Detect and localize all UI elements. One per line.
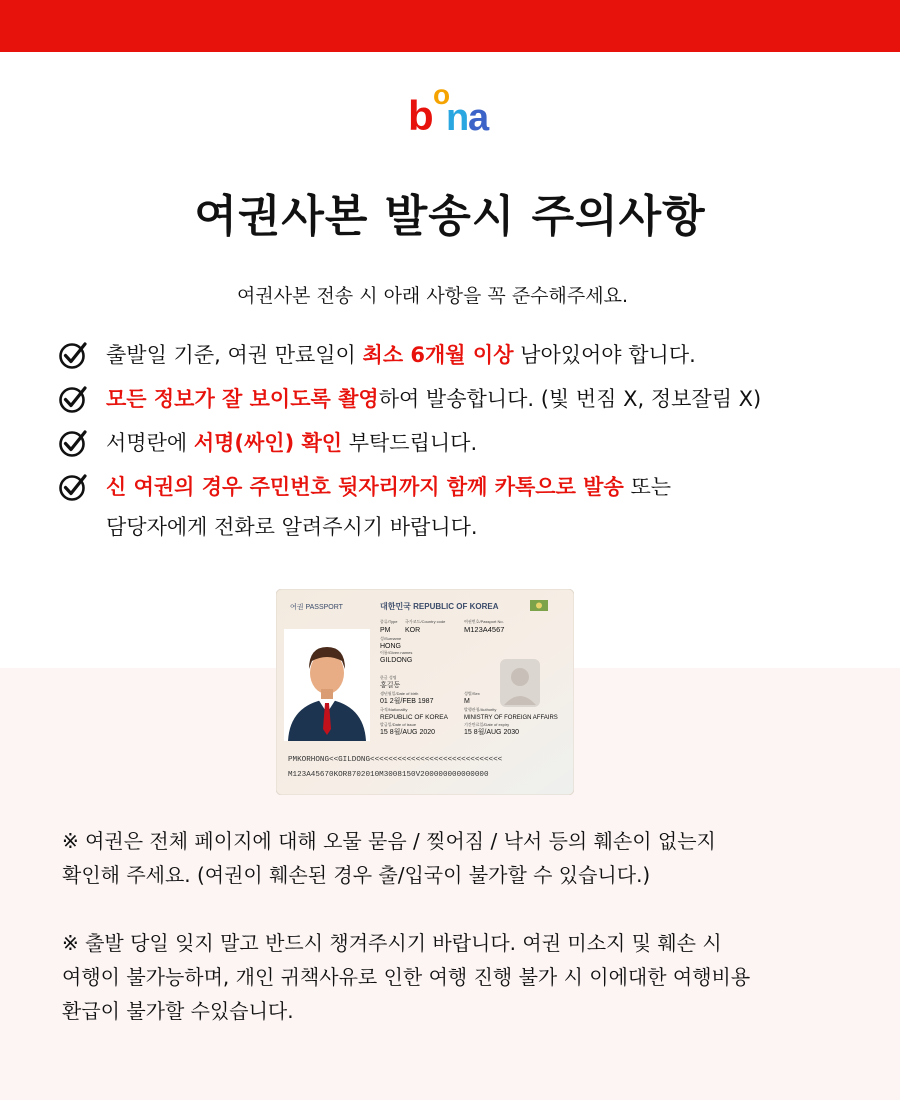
text-highlight: 서명(싸인) 확인 xyxy=(193,431,343,455)
text-pre: 출발일 기준, 여권 만료일이 xyxy=(106,343,363,367)
svg-text:국적/Nationality: 국적/Nationality xyxy=(380,707,408,712)
check-item-photo xyxy=(58,384,878,428)
svg-text:MINISTRY OF FOREIGN AFFAIRS: MINISTRY OF FOREIGN AFFAIRS xyxy=(464,715,558,721)
text-highlight: 신 여권의 경우 주민번호 뒷자리까지 함께 카톡으로 발송 xyxy=(106,475,624,499)
svg-text:기간만료일/Date of expiry: 기간만료일/Date of expiry xyxy=(464,722,510,727)
svg-text:국가코드/Country code: 국가코드/Country code xyxy=(405,619,446,624)
text-post: 또는 xyxy=(623,475,672,499)
svg-text:01 2월/FEB 1987: 01 2월/FEB 1987 xyxy=(380,698,434,705)
mrz-line-2: M123A45670KOR8702010M3008150V200000000000000 xyxy=(288,771,489,779)
passport-illustration xyxy=(276,589,574,795)
svg-text:15 8월/AUG 2020: 15 8월/AUG 2020 xyxy=(380,729,436,736)
page-title: 여권사본 발송시 주의사항 xyxy=(194,191,706,242)
check-item-expiry xyxy=(58,340,878,384)
page-subtitle: 여권사본 전송 시 아래 사항을 꼭 준수해주세요. xyxy=(236,285,628,307)
logo-letter-a: a xyxy=(468,97,490,138)
text-highlight: 최소 6개월 이상 xyxy=(362,343,514,367)
checkmark-circle-icon xyxy=(58,340,88,370)
svg-text:한글 성명: 한글 성명 xyxy=(380,675,397,680)
check-item-new-passport xyxy=(58,472,878,552)
text-post: 남아있어야 합니다. xyxy=(513,343,696,367)
mrz-line-1: PMKORHONG<<GILDONG<<<<<<<<<<<<<<<<<<<<<<<<<<<<< xyxy=(288,756,503,764)
check-item-signature xyxy=(58,428,878,472)
bona-logo-mark xyxy=(400,78,500,138)
svg-text:M: M xyxy=(464,698,470,705)
note-line: 여행이 불가능하며, 개인 귀책사유로 인한 여행 진행 불가 시 이에대한 여행비용 xyxy=(62,965,751,989)
check-item-text xyxy=(106,340,696,370)
check-item-text xyxy=(106,384,761,414)
check-item-text xyxy=(106,472,671,502)
check-item-text xyxy=(106,428,477,458)
note-line: ※ 출발 당일 잊지 말고 반드시 챙겨주시기 바랍니다. 여권 미소지 및 훼손 시 xyxy=(62,931,722,955)
text-highlight: 모든 정보가 잘 보이도록 촬영 xyxy=(106,387,379,411)
svg-text:홍길동: 홍길동 xyxy=(380,682,401,689)
svg-text:PM: PM xyxy=(380,627,391,634)
svg-text:KOR: KOR xyxy=(405,627,421,634)
svg-text:종류/Type: 종류/Type xyxy=(380,619,398,624)
svg-text:여권번호/Passport No.: 여권번호/Passport No. xyxy=(464,619,504,624)
passport-sample-image xyxy=(276,589,574,795)
note-line: 확인해 주세요. (여권이 훼손된 경우 출/입국이 불가할 수 있습니다.) xyxy=(62,863,651,887)
svg-text:이름/Given names: 이름/Given names xyxy=(380,650,413,655)
svg-text:M123A4567: M123A4567 xyxy=(464,625,505,634)
svg-text:REPUBLIC OF KOREA: REPUBLIC OF KOREA xyxy=(380,714,448,721)
logo-letter-b: b xyxy=(408,92,434,138)
svg-text:생년월일/Date of birth: 생년월일/Date of birth xyxy=(380,691,419,696)
logo-letter-n: n xyxy=(446,97,470,138)
svg-text:성별/Sex: 성별/Sex xyxy=(464,691,480,696)
note-line: 환급이 불가할 수있습니다. xyxy=(62,999,294,1023)
passport-label: 여권 PASSPORT xyxy=(290,604,343,611)
note-bring-passport xyxy=(62,926,882,1028)
bona-logo xyxy=(0,78,900,138)
text-post: 하여 발송합니다. (빛 번짐 X, 정보잘림 X) xyxy=(378,387,762,411)
note-line: ※ 여권은 전체 페이지에 대해 오물 묻음 / 찢어짐 / 낙서 등의 훼손이 없는지 xyxy=(62,829,716,853)
checklist xyxy=(58,340,878,552)
logo-letter-o: o xyxy=(433,79,451,110)
svg-text:HONG: HONG xyxy=(380,643,401,650)
checkmark-circle-icon xyxy=(58,428,88,458)
svg-text:15 8월/AUG 2030: 15 8월/AUG 2030 xyxy=(464,729,520,736)
top-red-bar xyxy=(0,0,900,52)
checkmark-circle-icon xyxy=(58,472,88,502)
text-pre: 서명란에 xyxy=(106,431,194,455)
passport-country: 대한민국 REPUBLIC OF KOREA xyxy=(380,602,499,611)
checkmark-circle-icon xyxy=(58,384,88,414)
note-damage xyxy=(62,824,882,892)
svg-text:발행관청/Authority: 발행관청/Authority xyxy=(464,707,497,712)
svg-text:GILDONG: GILDONG xyxy=(380,657,413,664)
text-post: 부탁드립니다. xyxy=(342,431,478,455)
check-item-continuation: 담당자에게 전화로 알려주시기 바랍니다. xyxy=(106,515,478,539)
svg-text:성/Surname: 성/Surname xyxy=(380,636,402,641)
svg-text:발급일/Date of issue: 발급일/Date of issue xyxy=(380,722,417,727)
notes-section xyxy=(62,824,882,1062)
